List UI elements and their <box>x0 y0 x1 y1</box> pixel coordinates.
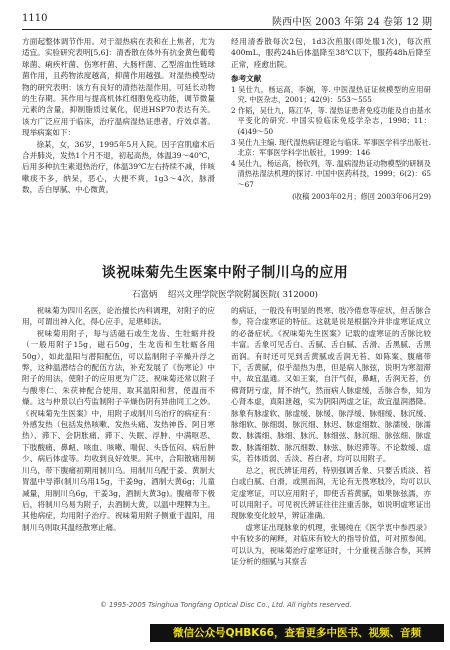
paragraph: 祝味菊用附子，每与活磁石或生龙齿、生牡蛎并投（一般用附子15g，磁石50g，生龙齿和生牡蛎各用50g），如此温阳与潜阳配伍，可以监制附子辛燥升浮之弊，这种温潜结合的配伍方法，补充发展了《伤寒论》中附子的用法，使附子的应用更为广泛。祝味菊还常以附子与酸枣仁、朱茯神配合使用，取其温阳和营，使温而不燥。这与仲景以白芍监制附子辛燥伤阴有异曲同工之妙。《祝味菊先生医案》中，用附子或制川乌治疗的病症有：外感发热（包括发热咳嗽、发热头痛、发热神昏、阿日寒热）、滞下、会阴胀痛、滞下、失眠、浮肿、中满呕恶、下肢酸痛、鼻衄、咳血、咳嗽、喘促、头昏伍闷、病后肿少、病后体虚等。均收到良好效果。其中，合阳散痛用制川乌，带下腹痛初期用制川乌。用制川乌配于姜、黄制大胃温中导滞(制川乌用15g，干姜9g，酒制大黄6g；儿童减量，用制川乌6g，干姜3g，酒制大黄3g)。腹痛带下极后，将制川乌易为附子，去酒制大黄，以温中理脾为主。其他病症，均用附子治疗。祝味菊用附子侧重于温阳，用制川乌则取其温经散寒止痛。 <box>22 328 215 532</box>
reference-item: 3 吴仕九主编. 现代湿热病证理论与临床. 军事医学科学出版社. 北京：军事医学科学出版社，1999：146 <box>231 137 431 158</box>
paragraph: 的病证，一般没有明显的畏寒、肢冷倦怠等症状，但舌脉合参，符合虚寒证的特征。这就是说是根据冷并非虚寒证成立的必备症状。《祝味菊先生医案》记载的虚寒证的舌脉比较丰富。舌象可见舌白、舌腻、舌白腻、舌滑、舌黑腻、舌黑而润。有时还可见到舌黄腻或舌润无苔、如陈案、腹痛带下，舌黄腻，似乎湿热为患，但是病人脉弦，说明为寒湿滞中，故宜温通。又如王案，自汗气促，鼻衄，舌润无苔，仿佛肾阴亏虚，肾不纳气，然而病人脉虚缓，舌脉合参，知为心肾本虚，真阳泄越，实为阴阳两虚之证，故宜温润潜降。脉象有脉虚软、脉虚缓、脉缓、脉浮缓、脉细缓、脉沉缓、脉细软、脉细弱、脉沉细、脉迟、脉虚细数、脉濡缓、脉濡数、脉濡细、脉细、脉沉、脉细弦、脉沉细、脉弦细、脉虚数、脉濡细数、脉沉细数、脉弦、脉迟滞等。不论数缓、虚实，若体质弱、舌淡、苔白者，均可以用附子。 <box>231 306 431 464</box>
paragraph: 方面起整体调节作用。对于湿热病在表和在上焦者，尤为适宜。实验研究表明[5,6]：清香散在体外有抗金黄色葡萄球菌、痢疾杆菌、伤寒杆菌、大肠杆菌、乙型溶血性链球菌作用，且药物浓度越高，抑菌作用越强。对湿热模型动物的研究表明：该方有良好的清热祛湿作用，可延长动物的生存期。其作用与提高机体红细胞免疫功能，调节微量元素的含量，抑制脂质过氧化，促进HSP70表达有关。该方广泛应用于临床，治疗温病湿热证患者，疗效卓著。现举病案如下： <box>22 37 215 138</box>
case-report-paragraph: 徐某，女，36岁，1995年5月入院。因子宫肌瘤术后合并肺炎，发热1个月不退，初起高热，体温39～40℃，后用多种抗生素退热治疗，体温39℃左右持续不减，伴咳嗽痰不多，纳呆，恶心，大便不爽，1g3～4次，脉滑数，舌白厚腻、中心微黄。 <box>22 139 215 195</box>
header-rule <box>22 29 432 30</box>
references-heading: 参考文献 <box>231 74 262 84</box>
journal-issue: 陕西中医 2003 年第 24 卷第 12 期 <box>272 17 432 28</box>
bottom-left-column <box>22 305 215 595</box>
received-note: (收稿 2003年02月；修回 2003年06月29) <box>292 191 431 201</box>
author-name: 石富炳 <box>132 289 158 299</box>
paragraph: 总之，祝氏辨证用药，特别强调舌象、只要舌质淡、苔白或白腻、白滑，或黑而润，无论有无畏寒肢冷，均可以认定虚寒证，可以应用附子，即使舌苔黄腻，如果脉弦濡，亦可以用附子。可见祝氏辨证往往注重舌脉，如说明虚寒证出现脉象变化较早，辨证准确。 <box>231 465 431 521</box>
author-line <box>20 288 430 300</box>
bottom-right-column <box>231 305 431 595</box>
top-right-column <box>231 36 431 248</box>
copyright-notice: © 1995-2005 Tsinghua Tongfang Optical Disc Co., Ltd. All rights reserved. <box>100 601 352 609</box>
paragraph: 经用清香散每次2包，1d3次煎服(即处服1次)，每次煎400mL，服药24h后体温降至38℃以下，服药48h后降至正常，痊愈出院。 <box>231 37 431 69</box>
paragraph: 祝味菊为四川名医，论治擅长内科调理，对附子的应用，可谓出神入化，得心应手，足堪师法。 <box>22 306 215 327</box>
paragraph: 虚寒证出现脉象的机理，张锡纯在《医学衷中参西录》中有较多的阐释，对临床有较大的指导价值，可对照参阅。可以认为，祝味菊治疗虚寒证时，十分重视舌脉合参，其辨证分析的细腻与其察舌 <box>231 522 431 566</box>
article-title: 谈祝味菊先生医案中附子制川乌的应用 <box>101 265 349 281</box>
reference-item: 4 吴仕九，杨运高，杨钦列，等. 温病湿热证动物模型的研制及清热祛湿法机理的探讨. 中国中医药科技，1999；6(2)：65～67 <box>231 158 431 189</box>
promo-banner: 微信公众号QHBK66，查看更多中医书、视频、音频 <box>150 624 444 642</box>
running-header <box>22 10 432 28</box>
author-affiliation: 绍兴文理学院医学院附属医院( 312000) <box>167 289 318 299</box>
reference-item: 2 作韬，吴仕九，陈江华，等. 湿热证患者免疫功能及自由基水平变化的研究. 中国实验临床免疫学杂志，1998；11：(4)49～50 <box>231 105 431 136</box>
top-left-column <box>22 36 215 252</box>
reference-item: 1 吴仕九，杨运高，李娴，等. 中医湿热证证候模型的应用研究. 中医杂志，2001；42(9)：553～555 <box>231 84 431 105</box>
page-number: 1110 <box>22 13 48 24</box>
